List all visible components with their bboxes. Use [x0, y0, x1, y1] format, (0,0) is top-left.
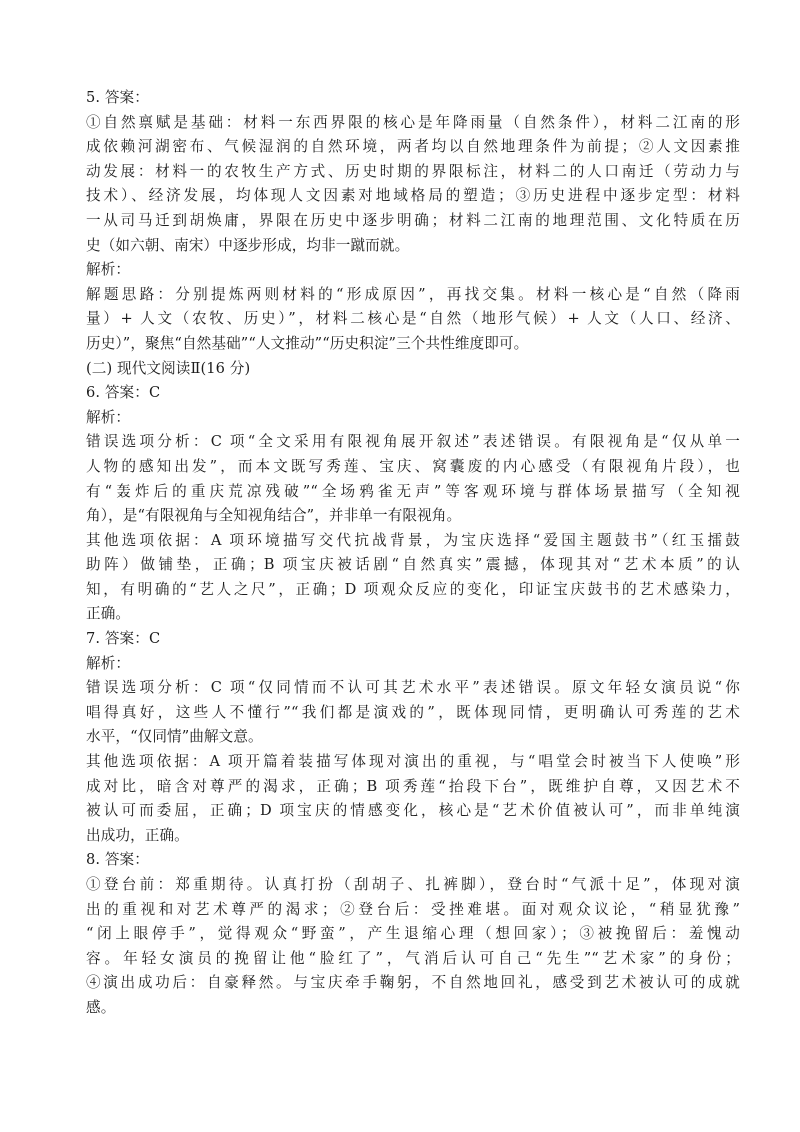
text-line: “闭上眼停手”，觉得观众“野蛮”，产生退缩心理（想回家）；③被挽留后：羞愧动 — [86, 925, 740, 943]
text-line: ①自然禀赋是基础：材料一东西界限的核心是年降雨量（自然条件），材料二江南的形 — [86, 113, 740, 131]
text-line: 感。 — [86, 998, 116, 1016]
text-line: 出的重视和对艺术尊严的渴求；②登台后：受挫难堪。面对观众议论，“稍显犹豫” — [86, 900, 740, 918]
text-line: 解析： — [86, 408, 131, 426]
text-line: ①登台前：郑重期待。认真打扮（刮胡子、扎裤脚），登台时“气派十足”，体现对演 — [86, 876, 740, 893]
text-line: 角），是“有限视角与全知视角结合”，并非单一有限视角。 — [86, 507, 462, 525]
text-line: 错误选项分析：C 项“仅同情而不认可其艺术水平”表述错误。原文年轻女演员说“你 — [86, 679, 740, 697]
text-line: 解题思路：分别提炼两则材料的“形成原因”，再找交集。材料一核心是“自然（降雨 — [86, 285, 740, 303]
text-line: 技术）、经济发展，均体现人文因素对地域格局的塑造；③历史进程中逐步定型：材料 — [86, 187, 740, 205]
text-line: 正确。 — [86, 605, 131, 623]
text-line: 成依赖河湖密布、气候湿润的自然环境，两者均以自然地理条件为前提；②人文因素推 — [86, 138, 740, 156]
text-line: 8. 答案： — [86, 851, 149, 869]
text-line: 5. 答案： — [86, 89, 149, 106]
text-line: 其他选项依据：A 项环境描写交代抗战背景，为宝庆选择“爱国主题鼓书”（红玉擂鼓 — [86, 531, 740, 549]
text-line: 有“轰炸后的重庆荒凉残破”“全场鸦雀无声”等客观环境与群体场景描写（全知视 — [86, 482, 740, 500]
text-line: 助阵）做铺垫，正确；B 项宝庆被话剧“自然真实”震撼，体现其对“艺术本质”的认 — [86, 556, 740, 574]
text-line: ④演出成功后：自豪释然。与宝庆牵手鞠躬，不自然地回礼，感受到艺术被认可的成就 — [86, 974, 740, 992]
text-line: (二) 现代文阅读Ⅱ(16 分) — [86, 359, 251, 377]
text-line: 人物的感知出发”，而本文既写秀莲、宝庆、窝囊废的内心感受（有限视角片段），也 — [86, 457, 740, 475]
text-line: 量）+ 人文（农牧、历史）”，材料二核心是“自然（地形气候）+ 人文（人口、经济、 — [86, 310, 740, 328]
text-line: 唱得真好，这些人不懂行”“我们都是演戏的”，既体现同情，更明确认可秀莲的艺术 — [86, 703, 740, 721]
text-line: 错误选项分析：C 项“全文采用有限视角展开叙述”表述错误。有限视角是“仅从单一 — [86, 433, 740, 451]
text-line: 水平，“仅同情”曲解文意。 — [86, 728, 263, 746]
text-line: 其他选项依据：A 项开篇着装描写体现对演出的重视，与“唱堂会时被当下人使唤”形 — [86, 753, 740, 771]
text-line: 动发展：材料一的农牧生产方式、历史时期的界限标注，材料二的人口南迁（劳动力与 — [86, 162, 740, 180]
text-line: 被认可而委屈，正确；D 项宝庆的情感变化，核心是“艺术价值被认可”，而非单纯演 — [86, 802, 740, 820]
text-line: 解析： — [86, 261, 131, 279]
text-line: 7. 答案：C — [86, 630, 161, 648]
text-line: 成对比，暗含对尊严的渴求，正确；B 项秀莲“抬段下台”，既维护自尊，又因艺术不 — [86, 777, 740, 795]
text-line: 一从司马迁到胡焕庸，界限在历史中逐步明确；材料二江南的地理范围、文化特质在历 — [86, 211, 740, 229]
text-line: 解析： — [86, 654, 131, 672]
text-line: 知，有明确的“艺人之尺”，正确；D 项观众反应的变化，印证宝庆鼓书的艺术感染力， — [86, 580, 740, 598]
text-line: 容。年轻女演员的挽留让他“脸红了”，气消后认可自己“先生”“艺术家”的身份； — [86, 949, 740, 967]
text-line: 历史）”，聚焦“自然基础”“人文推动”“历史积淀”三个共性维度即可。 — [86, 334, 529, 352]
text-line: 出成功，正确。 — [86, 826, 189, 844]
text-line: 史（如六朝、南宋）中逐步形成，均非一蹴而就。 — [86, 236, 410, 254]
text-line: 6. 答案：C — [86, 384, 161, 402]
